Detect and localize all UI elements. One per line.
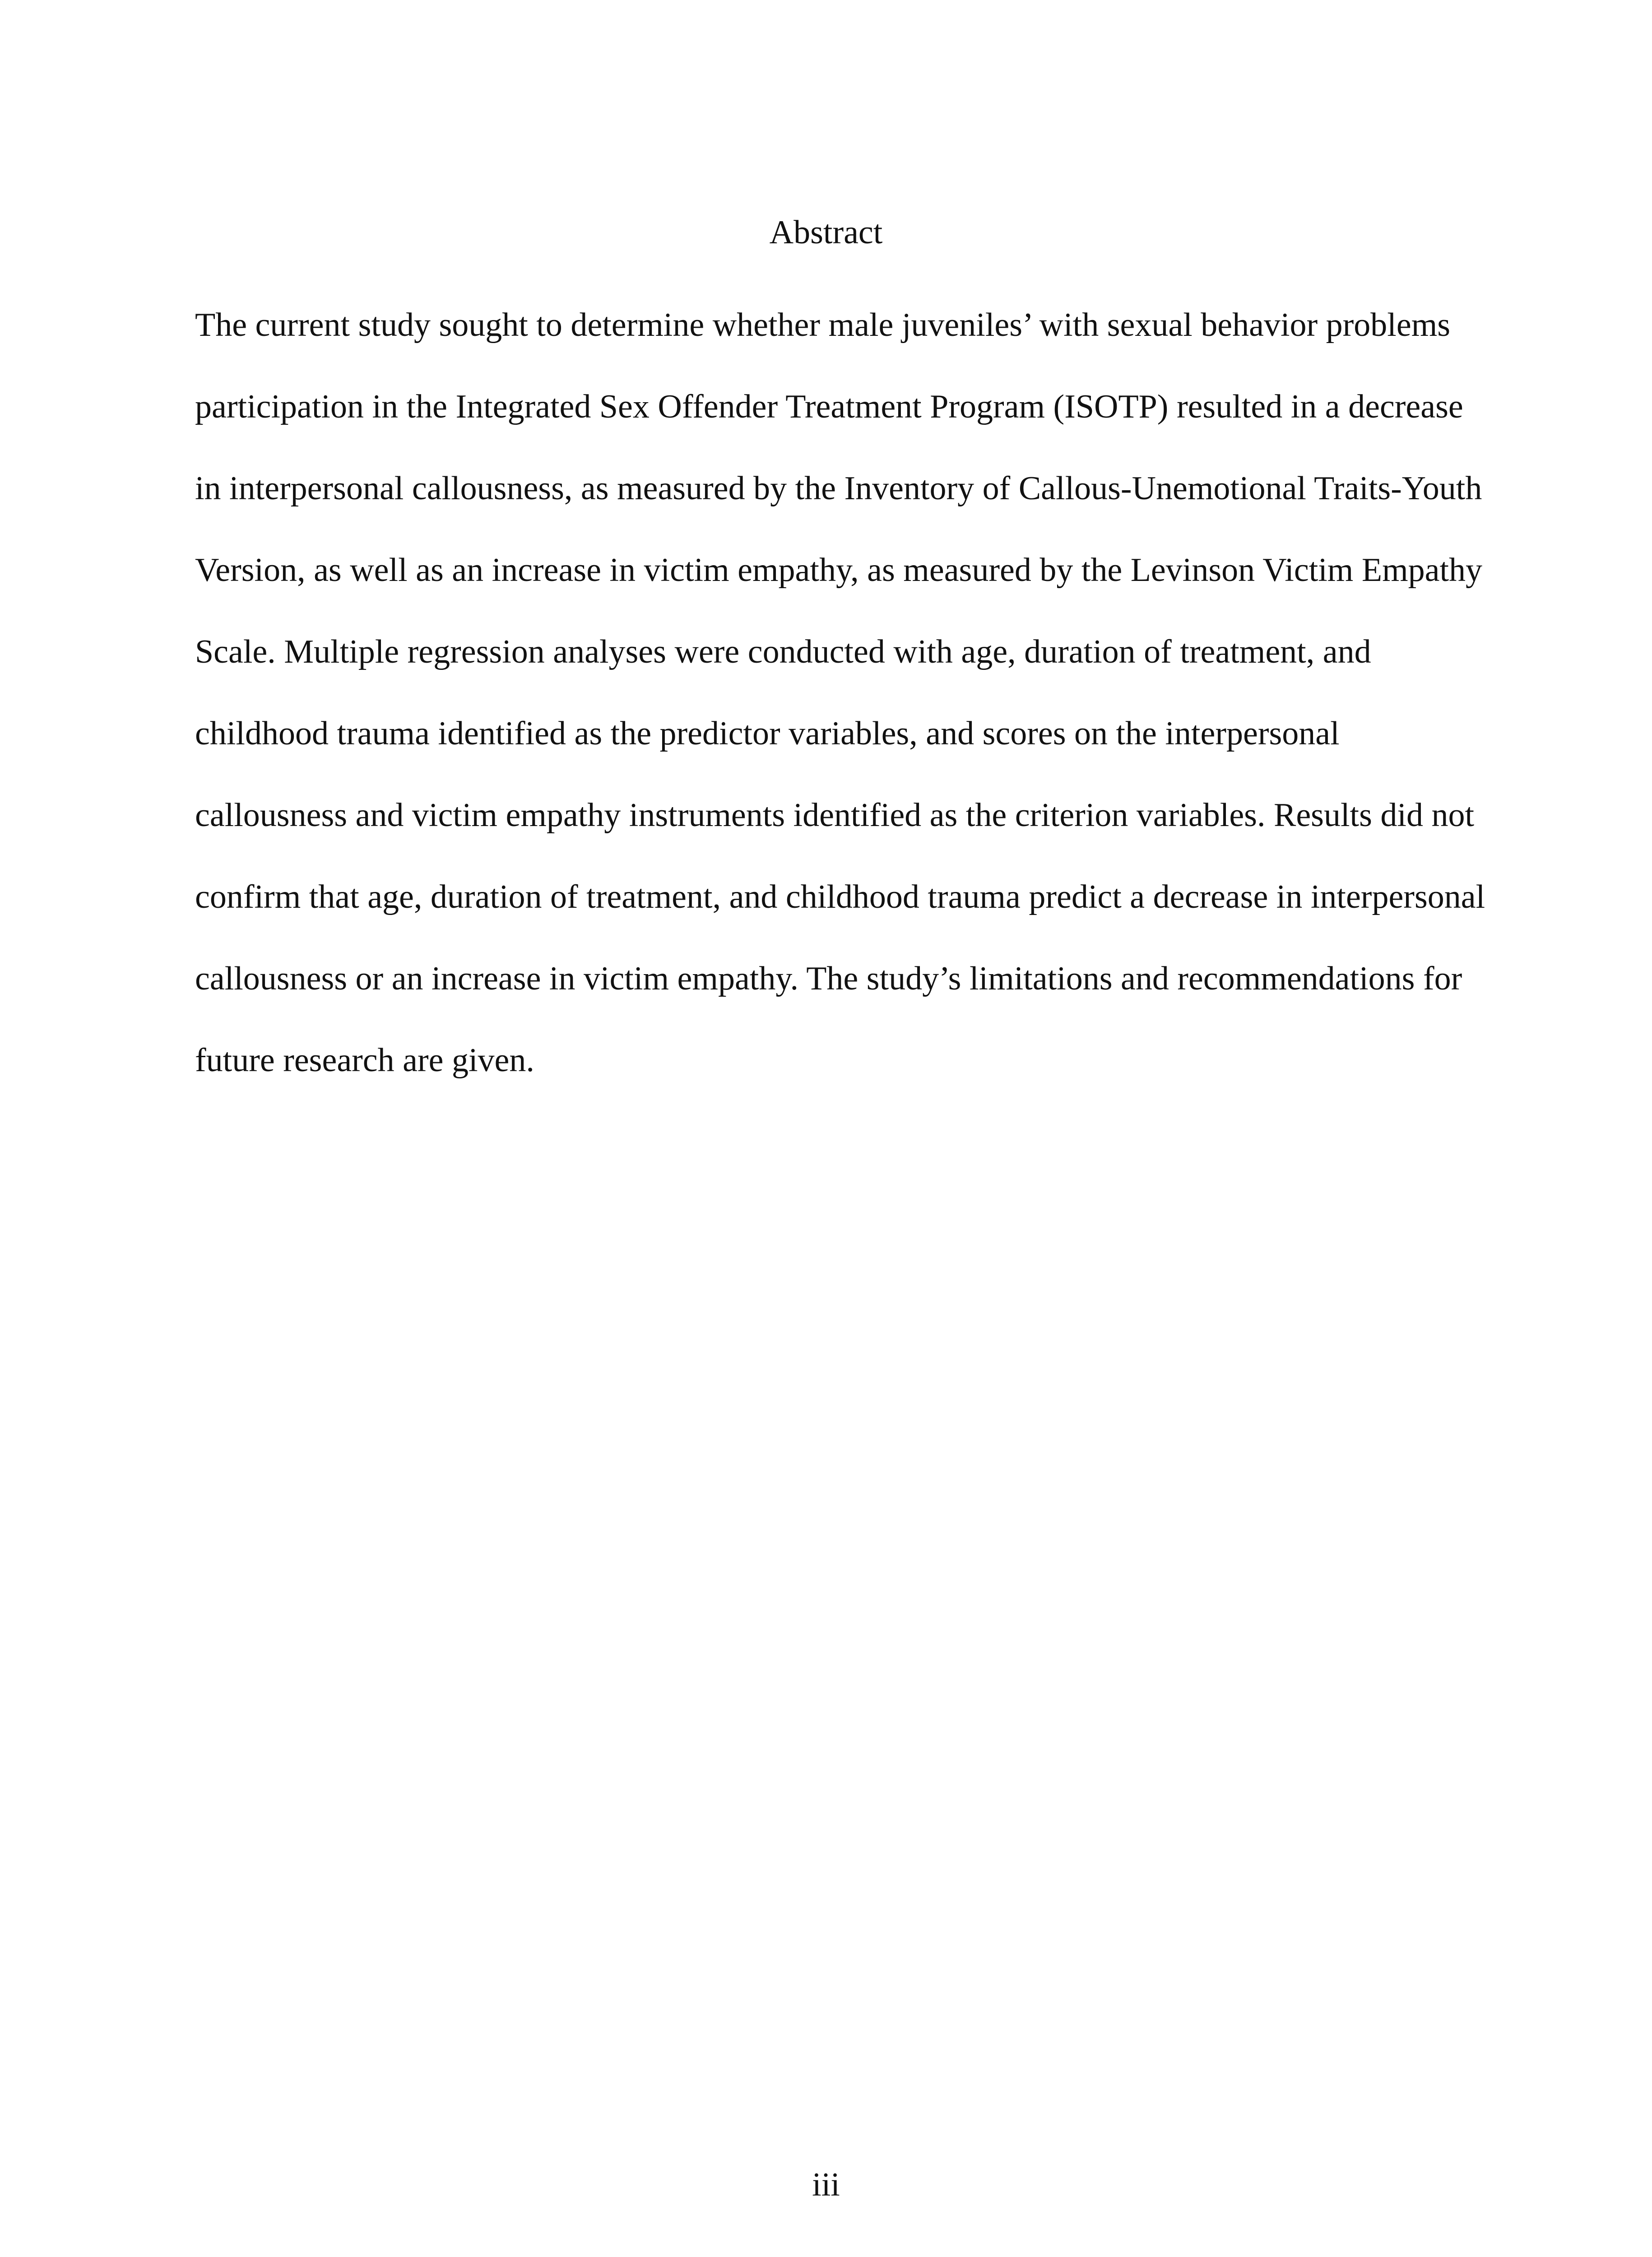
abstract-line: confirm that age, duration of treatment, and childhood trauma predict a decrease in interpersonal [195,878,1485,915]
abstract-line: callousness or an increase in victim empathy. The study’s limitations and recommendations for [195,960,1462,997]
abstract-line: Version, as well as an increase in victim empathy, as measured by the Levinson Victim Empathy [195,552,1483,589]
abstract-heading: Abstract [769,214,883,251]
abstract-line: participation in the Integrated Sex Offender Treatment Program (ISOTP) resulted in a decrease [195,388,1463,425]
abstract-line: in interpersonal callousness, as measured by the Inventory of Callous-Unemotional Traits-Youth [195,470,1482,507]
abstract-body [195,284,1504,1101]
abstract-line: Scale. Multiple regression analyses were conducted with age, duration of treatment, and [195,633,1371,670]
abstract-line: future research are given. [195,1042,534,1079]
page-number: iii [812,2166,840,2203]
abstract-line: The current study sought to determine whether male juveniles’ with sexual behavior problems [195,307,1451,344]
abstract-line: callousness and victim empathy instruments identified as the criterion variables. Results did not [195,797,1475,834]
abstract-line: childhood trauma identified as the predictor variables, and scores on the interpersonal [195,715,1340,752]
